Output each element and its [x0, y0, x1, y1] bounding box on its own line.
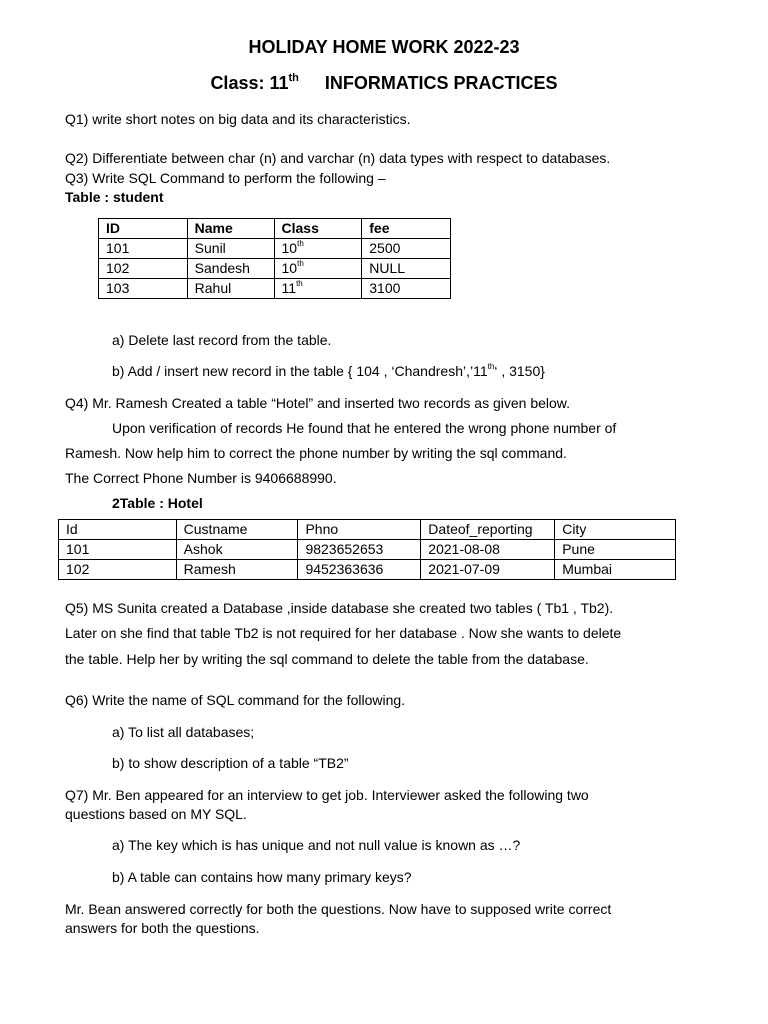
column-header: Id: [59, 520, 177, 540]
column-header: City: [555, 520, 676, 540]
table-cell: 101: [59, 540, 177, 560]
table-cell: Sunil: [187, 239, 274, 259]
column-header: fee: [362, 219, 451, 239]
question-6a: a) To list all databases;: [112, 724, 255, 740]
class-superscript: th: [297, 259, 304, 269]
question-1: Q1) write short notes on big data and its characteristics.: [65, 111, 411, 127]
column-header: Phno: [298, 520, 421, 540]
question-3b: [112, 362, 545, 380]
class-heading: [0, 72, 768, 94]
column-header: Class: [274, 219, 362, 239]
question-2: Q2) Differentiate between char (n) and varchar (n) data types with respect to databases.: [65, 150, 611, 166]
table-cell: 3100: [362, 279, 451, 299]
question-3b-text: b) Add / insert new record in the table { 104 , ‘Chandresh’,’11: [112, 363, 488, 379]
table-header-row: [59, 520, 676, 540]
class-superscript: th: [288, 72, 299, 84]
table-1-label: Table : student: [65, 189, 164, 205]
question-7a: a) The key which is has unique and not null value is known as …?: [112, 837, 521, 853]
table-cell: Ramesh: [176, 560, 298, 580]
question-3: Q3) Write SQL Command to perform the following –: [65, 170, 386, 186]
table-cell: 102: [59, 560, 177, 580]
table-row: [99, 279, 451, 299]
table-cell: 9452363636: [298, 560, 421, 580]
student-table: [98, 218, 451, 299]
class-superscript: th: [297, 239, 304, 249]
question-4-line-1: Q4) Mr. Ramesh Created a table “Hotel” and inserted two records as given below.: [65, 395, 571, 411]
column-header: Name: [187, 219, 274, 239]
question-5-line-1: Q5) MS Sunita created a Database ,inside database she created two tables ( Tb1 , Tb2).: [65, 600, 614, 616]
table-cell: [274, 239, 362, 259]
table-cell: Rahul: [187, 279, 274, 299]
closing-line-2: answers for both the questions.: [65, 920, 260, 936]
question-7b: b) A table can contains how many primary keys?: [112, 869, 412, 885]
table-row: [99, 239, 451, 259]
question-4-line-3: Ramesh. Now help him to correct the phone number by writing the sql command.: [65, 445, 567, 461]
table-cell: Mumbai: [555, 560, 676, 580]
table-cell: 2500: [362, 239, 451, 259]
question-6: Q6) Write the name of SQL command for the following.: [65, 692, 406, 708]
closing-line-1: Mr. Bean answered correctly for both the questions. Now have to supposed write correct: [65, 901, 612, 917]
table-header-row: [99, 219, 451, 239]
table-cell: [274, 279, 362, 299]
question-3b-text-end: ‘ , 3150}: [494, 363, 545, 379]
table-2-label: 2Table : Hotel: [112, 495, 203, 511]
question-5-line-3: the table. Help her by writing the sql command to delete the table from the database.: [65, 651, 589, 667]
column-header: Dateof_reporting: [421, 520, 555, 540]
table-cell: 103: [99, 279, 188, 299]
question-7-line-1: Q7) Mr. Ben appeared for an interview to get job. Interviewer asked the following two: [65, 787, 589, 803]
column-header: ID: [99, 219, 188, 239]
table-cell: Ashok: [176, 540, 298, 560]
table-cell: 101: [99, 239, 188, 259]
subject-label: INFORMATICS PRACTICES: [324, 73, 558, 93]
table-cell: Sandesh: [187, 259, 274, 279]
question-5-line-2: Later on she find that table Tb2 is not required for her database . Now she wants to delete: [65, 625, 622, 641]
class-value: 11: [281, 280, 297, 296]
column-header: Custname: [176, 520, 298, 540]
table-cell: 2021-08-08: [421, 540, 555, 560]
table-cell: 102: [99, 259, 188, 279]
table-cell: NULL: [362, 259, 451, 279]
class-label: Class: 11: [210, 73, 289, 93]
question-6b: b) to show description of a table “TB2”: [112, 755, 349, 771]
table-row: [59, 560, 676, 580]
question-7-line-2: questions based on MY SQL.: [65, 806, 247, 822]
class-value: 10: [281, 240, 298, 256]
table-cell: Pune: [555, 540, 676, 560]
question-3a: a) Delete last record from the table.: [112, 332, 332, 348]
question-4-line-2: Upon verification of records He found that he entered the wrong phone number of: [112, 420, 617, 436]
question-3b-superscript: th: [487, 362, 495, 372]
table-row: [59, 540, 676, 560]
hotel-table: [58, 519, 676, 580]
class-superscript: th: [296, 279, 303, 289]
table-cell: [274, 259, 362, 279]
question-4-line-4: The Correct Phone Number is 9406688990.: [65, 470, 337, 486]
class-value: 10: [281, 260, 298, 276]
page-title: HOLIDAY HOME WORK 2022-23: [248, 37, 520, 57]
table-cell: 2021-07-09: [421, 560, 555, 580]
table-cell: 9823652653: [298, 540, 421, 560]
table-row: [99, 259, 451, 279]
